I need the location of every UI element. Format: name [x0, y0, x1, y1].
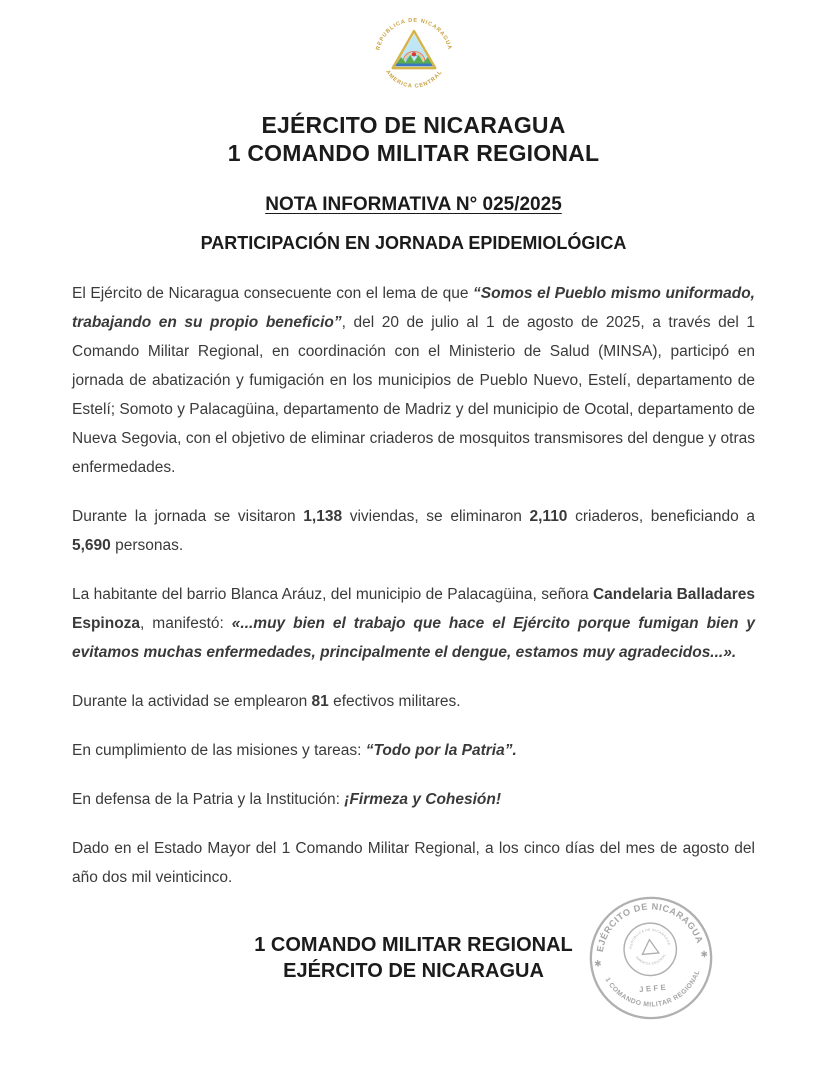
paragraph-3: La habitante del barrio Blanca Aráuz, del municipio de Palacagüina, señora Candelaria Balladares Espinoza, manifestó: «...muy bien el trabajo que hace el Ejército porque fumigan bien y evitamos muchas enfermedades, principalmente el dengue, estamos muy agradecidos...».: [72, 586, 755, 661]
subject-heading: PARTICIPACIÓN EN JORNADA EPIDEMIOLÓGICA: [200, 233, 627, 253]
paragraph-1: El Ejército de Nicaragua consecuente con el lema de que “Somos el Pueblo mismo uniformado, trabajando en su propio beneficio”, del 20 de julio al 1 de agosto de 2025, a través del 1 Comando Militar Regional, en coordinación con el Ministerio de Salud (MINSA), participó en jornada de abatización y fumigación en los municipios de Pueblo Nuevo, Estelí, departamento de Estelí; Somoto y Palacagüina, departamento de Madriz y del municipio de Ocotal, departamento de Nueva Segovia, con el objetivo de eliminar criaderos de mosquitos transmisores del dengue y otras enfermedades.: [72, 285, 755, 476]
signature-line2: EJÉRCITO DE NICARAGUA: [283, 960, 544, 982]
stamp-inner-arc-top-text: REPUBLICA DE NICARAGUA: [628, 927, 672, 949]
paragraph-7: Dado en el Estado Mayor del 1 Comando Militar Regional, a los cinco días del mes de agosto del año dos mil veinticinco.: [72, 840, 755, 886]
stamp-inner-arc-bottom-text: AMERICA CENTRAL: [634, 953, 667, 966]
note-number-text: NOTA INFORMATIVA N° 025/2025: [265, 194, 562, 215]
emblem-arc-top-text: REPUBLICA DE NICARAGUA: [374, 17, 453, 51]
stamp-star-left-icon: ✱: [593, 958, 603, 969]
stamp-arc-top-text: EJÉRCITO DE NICARAGUA: [594, 901, 706, 953]
paragraph-4: Durante la actividad se emplearon 81 efectivos militares.: [72, 693, 461, 710]
org-title-line1: EJÉRCITO DE NICARAGUA: [261, 112, 566, 138]
document-body: [72, 279, 755, 892]
emblem-arc-bottom-text: AMERICA CENTRAL: [383, 69, 444, 90]
paragraph-6: En defensa de la Patria y la Institución: ¡Firmeza y Cohesión!: [72, 791, 502, 808]
paragraph-2: Durante la jornada se visitaron 1,138 viviendas, se eliminaron 2,110 criaderos, beneficiando a 5,690 personas.: [72, 508, 755, 554]
signature-line1: 1 COMANDO MILITAR REGIONAL: [254, 934, 573, 956]
svg-text:EJÉRCITO DE NICARAGUA: [591, 897, 705, 954]
svg-text:AMERICA CENTRAL: [635, 953, 668, 967]
official-stamp-icon: [587, 894, 715, 1022]
org-title-line2: 1 COMANDO MILITAR REGIONAL: [227, 140, 600, 166]
paragraph-5: En cumplimiento de las misiones y tareas: “Todo por la Patria”.: [72, 742, 517, 759]
stamp-star-right-icon: ✱: [700, 948, 709, 960]
stamp-title-text: JEFE: [638, 982, 669, 995]
coat-of-arms-icon: [72, 14, 755, 105]
signoff-section: [72, 901, 755, 1068]
stamp-arc-bottom-text: 1 COMANDO MILITAR REGIONAL: [603, 968, 702, 1009]
svg-text:AMERICA CENTRAL: [384, 69, 444, 89]
note-number-heading: [72, 194, 755, 216]
